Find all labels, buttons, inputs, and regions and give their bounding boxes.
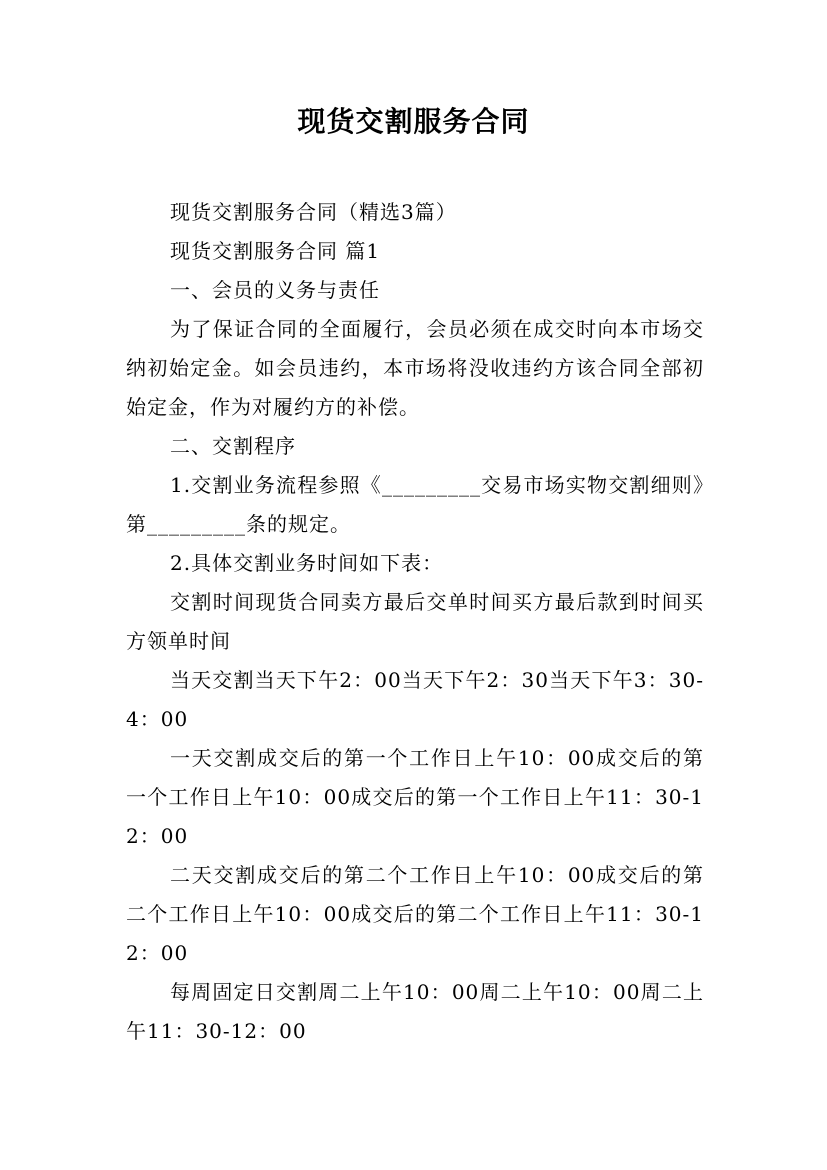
paragraph-section-2-heading: 二、交割程序: [170, 434, 296, 458]
paragraph-heading-part-1: 现货交割服务合同 篇1: [170, 239, 381, 263]
paragraph-heading-collection: 现货交割服务合同（精选3篇）: [170, 200, 457, 224]
paragraph-two-day-delivery: 二天交割成交后的第二个工作日上午10：00成交后的第二个工作日上午10：00成交后的第二个工作日上午11：30-12：00: [126, 863, 704, 965]
paragraph-schedule-header: 交割时间现货合同卖方最后交单时间买方最后款到时间买方领单时间: [126, 590, 704, 653]
paragraph-delivery-process: 1.交割业务流程参照《_________交易市场实物交割细则》第_________条的规定。: [126, 473, 704, 536]
document-body: [126, 193, 704, 1051]
paragraph-schedule-intro: 2.具体交割业务时间如下表：: [170, 551, 444, 575]
paragraph-one-day-delivery: 一天交割成交后的第一个工作日上午10：00成交后的第一个工作日上午10：00成交后的第一个工作日上午11：30-12：00: [126, 746, 704, 848]
paragraph-section-1-heading: 一、会员的义务与责任: [170, 278, 380, 302]
paragraph-same-day-delivery: 当天交割当天下午2：00当天下午2：30当天下午3：30-4：00: [126, 668, 704, 731]
document-title: 现货交割服务合同: [297, 105, 530, 138]
paragraph-weekly-delivery: 每周固定日交割周二上午10：00周二上午10：00周二上午11：30-12：00: [126, 980, 704, 1043]
paragraph-deposit-obligation: 为了保证合同的全面履行，会员必须在成交时向本市场交纳初始定金。如会员违约，本市场将没收违约方该合同全部初始定金，作为对履约方的补偿。: [126, 317, 704, 419]
